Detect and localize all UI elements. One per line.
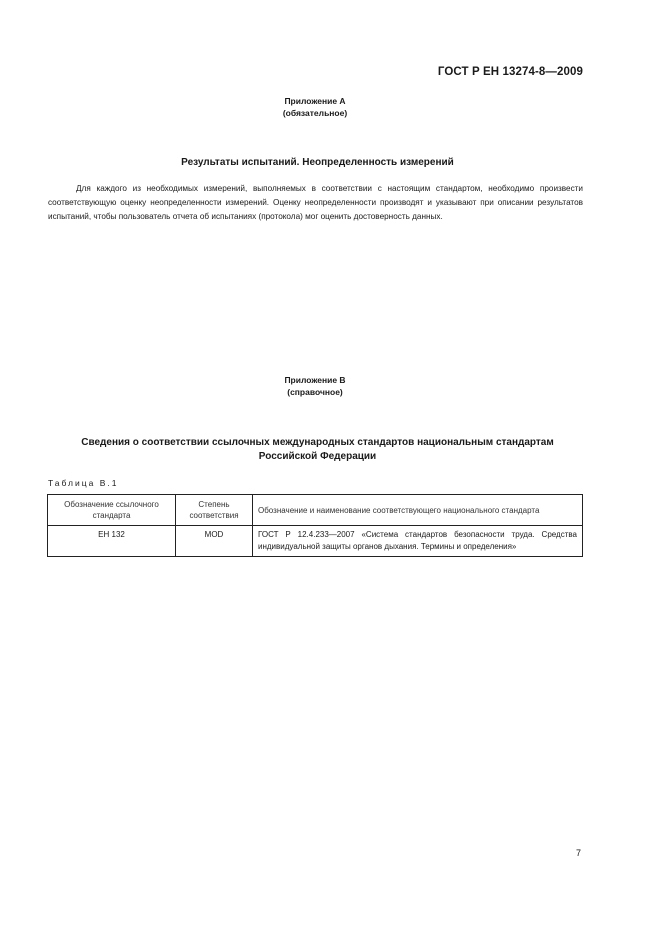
annex-b-title: Приложение В <box>284 375 346 385</box>
annex-a-paragraph: Для каждого из необходимых измерений, выполняемых в соответствии с настоящим стандартом, необходимо произвести соответствующую оценку неопределенности измерений. Оценку неопределенности производят и указывают при описании результатов испытаний, чтобы пользователь отчета об испытаниях (протокола) мог оценить достоверность данных. <box>48 184 583 221</box>
annex-b-status: (справочное) <box>287 387 343 397</box>
table-caption: Таблица В.1 <box>48 478 119 488</box>
annex-a-status: (обязательное) <box>282 108 348 118</box>
reference-table <box>47 494 583 557</box>
annex-b-heading-line1: Сведения о соответствии ссылочных международных стандартов национальным стандартам <box>81 437 554 448</box>
header-national-standard: Обозначение и наименование соответствующего национального стандарта <box>253 495 583 526</box>
cell-conformity-degree: MOD <box>176 526 253 557</box>
table-row <box>48 526 583 557</box>
header-conformity-degree: Степень соответствия <box>176 495 253 526</box>
cell-reference-standard: ЕН 132 <box>48 526 176 557</box>
annex-b-heading-line2: Российской Федерации <box>258 451 377 462</box>
document-code: ГОСТ Р ЕН 13274-8—2009 <box>437 66 583 78</box>
cell-national-standard: ГОСТ Р 12.4.233—2007 «Система стандартов безопасности труда. Средства индивидуальной защиты органов дыхания. Термины и определения» <box>253 526 583 557</box>
page-number: 7 <box>575 848 581 858</box>
annex-a-heading: Результаты испытаний. Неопределенность измерений <box>181 157 454 168</box>
annex-a-title: Приложение А <box>284 96 346 106</box>
header-reference-standard: Обозначение ссылочного стандарта <box>48 495 176 526</box>
table-header-row <box>48 495 583 526</box>
